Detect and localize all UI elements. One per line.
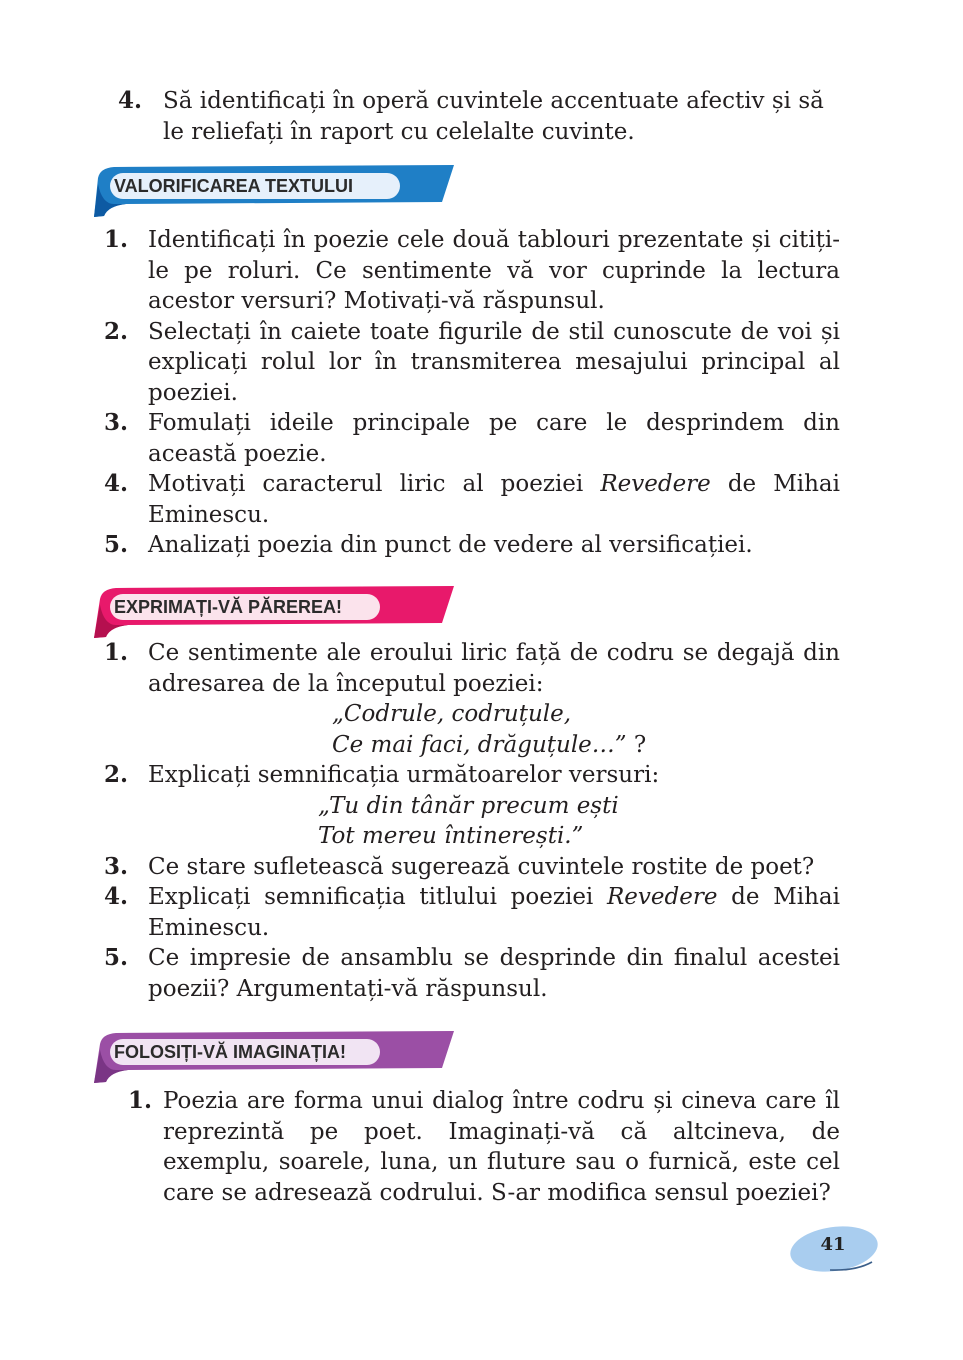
- item-text: Analizați poezia din punct de vedere al versificației.: [148, 532, 753, 558]
- list-item: [104, 317, 840, 409]
- item-text: Să identificați în operă cuvintele accentuate afectiv și să le reliefați în raport cu celelalte cuvinte.: [163, 88, 824, 145]
- item-number: 5.: [104, 531, 129, 558]
- list-item: [104, 225, 840, 317]
- poem-verse: „Tu din tânăr precum ești: [318, 792, 619, 819]
- item-number: 4.: [104, 470, 129, 497]
- list-item: [104, 882, 840, 943]
- work-title: Revedere: [606, 884, 718, 910]
- item-text: Selectați în caiete toate figurile de stil cunoscute de voi și explicați rolul lor în transmiterea mesajului principal al poeziei.: [148, 318, 840, 406]
- poem-verse-text: Ce mai faci, drăguțule…”: [332, 731, 627, 758]
- page-number: 41: [820, 1234, 846, 1255]
- item-number: 2.: [104, 317, 129, 345]
- work-title: Revedere: [600, 471, 711, 497]
- item-text-part: Explicați semnificația titlului poeziei: [148, 884, 607, 910]
- item-text: Poezia are forma unui dialog între codru și cineva care îl reprezintă pe poet. Imaginați-vă că altcineva, de exemplu, soarele, luna, un fluture sau o furnică, este cel care se adresează codrului. S-ar modifica sensul poeziei?: [163, 1088, 840, 1206]
- section-list-folositi: [128, 1086, 840, 1208]
- list-item: [104, 852, 840, 883]
- item-text: Explicați semnificația următoarelor versuri:: [148, 762, 660, 788]
- item-text-part: Motivați caracterul liric al poeziei: [148, 471, 601, 497]
- top-list: [118, 86, 840, 147]
- list-item: [104, 469, 840, 530]
- item-number: 1.: [104, 226, 129, 253]
- item-text: [148, 882, 840, 943]
- item-number: 3.: [104, 409, 129, 436]
- item-text-part: de Mihai Eminescu.: [148, 471, 840, 528]
- section-list-exprimati: [104, 638, 840, 1004]
- item-number: 1.: [104, 639, 129, 666]
- list-item: [104, 638, 840, 760]
- item-text: Ce sentimente ale eroului liric față de codru se degajă din adresarea de la începutul poeziei:: [148, 640, 840, 697]
- item-number: 3.: [104, 852, 129, 880]
- item-number: 1.: [128, 1087, 153, 1114]
- item-text: Fomulați ideile principale pe care le desprindem din această poezie.: [148, 410, 840, 467]
- section-banner-valorificarea: [90, 164, 460, 220]
- list-item: [128, 1086, 840, 1208]
- page-number-badge: [790, 1222, 880, 1274]
- item-number: 2.: [104, 761, 129, 788]
- section-title: [110, 173, 363, 199]
- item-number: 4.: [118, 87, 143, 114]
- item-text: Identificați în poezie cele două tablouri prezentate și citiți-le pe roluri. Ce sentimente vă vor cuprinde la lectura acestor versuri? Motivați-vă răspunsul.: [148, 227, 840, 314]
- item-number: 4.: [104, 883, 129, 910]
- section-banner-exprimati: [90, 585, 460, 641]
- poem-verse: Tot mereu întinerești.”: [318, 823, 584, 849]
- section-banner-folositi: [90, 1030, 460, 1086]
- item-text: Ce stare sufletească sugerează cuvintele rostite de poet?: [148, 853, 815, 880]
- item-text-part: de Mihai Eminescu.: [148, 884, 840, 941]
- item-text: [148, 469, 840, 530]
- list-item: [104, 943, 840, 1004]
- quote-suffix: ?: [626, 731, 647, 758]
- section-title-text: EXPRIMAȚI-VĂ PĂREREA!: [114, 597, 343, 617]
- section-title: [110, 1039, 356, 1065]
- section-title-text: FOLOSIȚI-VĂ IMAGINAȚIA!: [114, 1042, 346, 1062]
- section-title-text: VALORIFICAREA TEXTULUI: [114, 176, 353, 196]
- list-item: [104, 530, 840, 561]
- section-list-valorificarea: [104, 225, 840, 561]
- poem-verse: [148, 730, 840, 761]
- item-text: Ce impresie de ansamblu se desprinde din finalul acestei poezii? Argumentați-vă răspunsul.: [148, 945, 840, 1002]
- list-item: [104, 760, 840, 852]
- section-title: [110, 594, 352, 620]
- list-item: [104, 408, 840, 469]
- list-item: [118, 86, 840, 147]
- poem-verse: „Codrule, codruțule,: [332, 701, 572, 727]
- item-number: 5.: [104, 944, 129, 971]
